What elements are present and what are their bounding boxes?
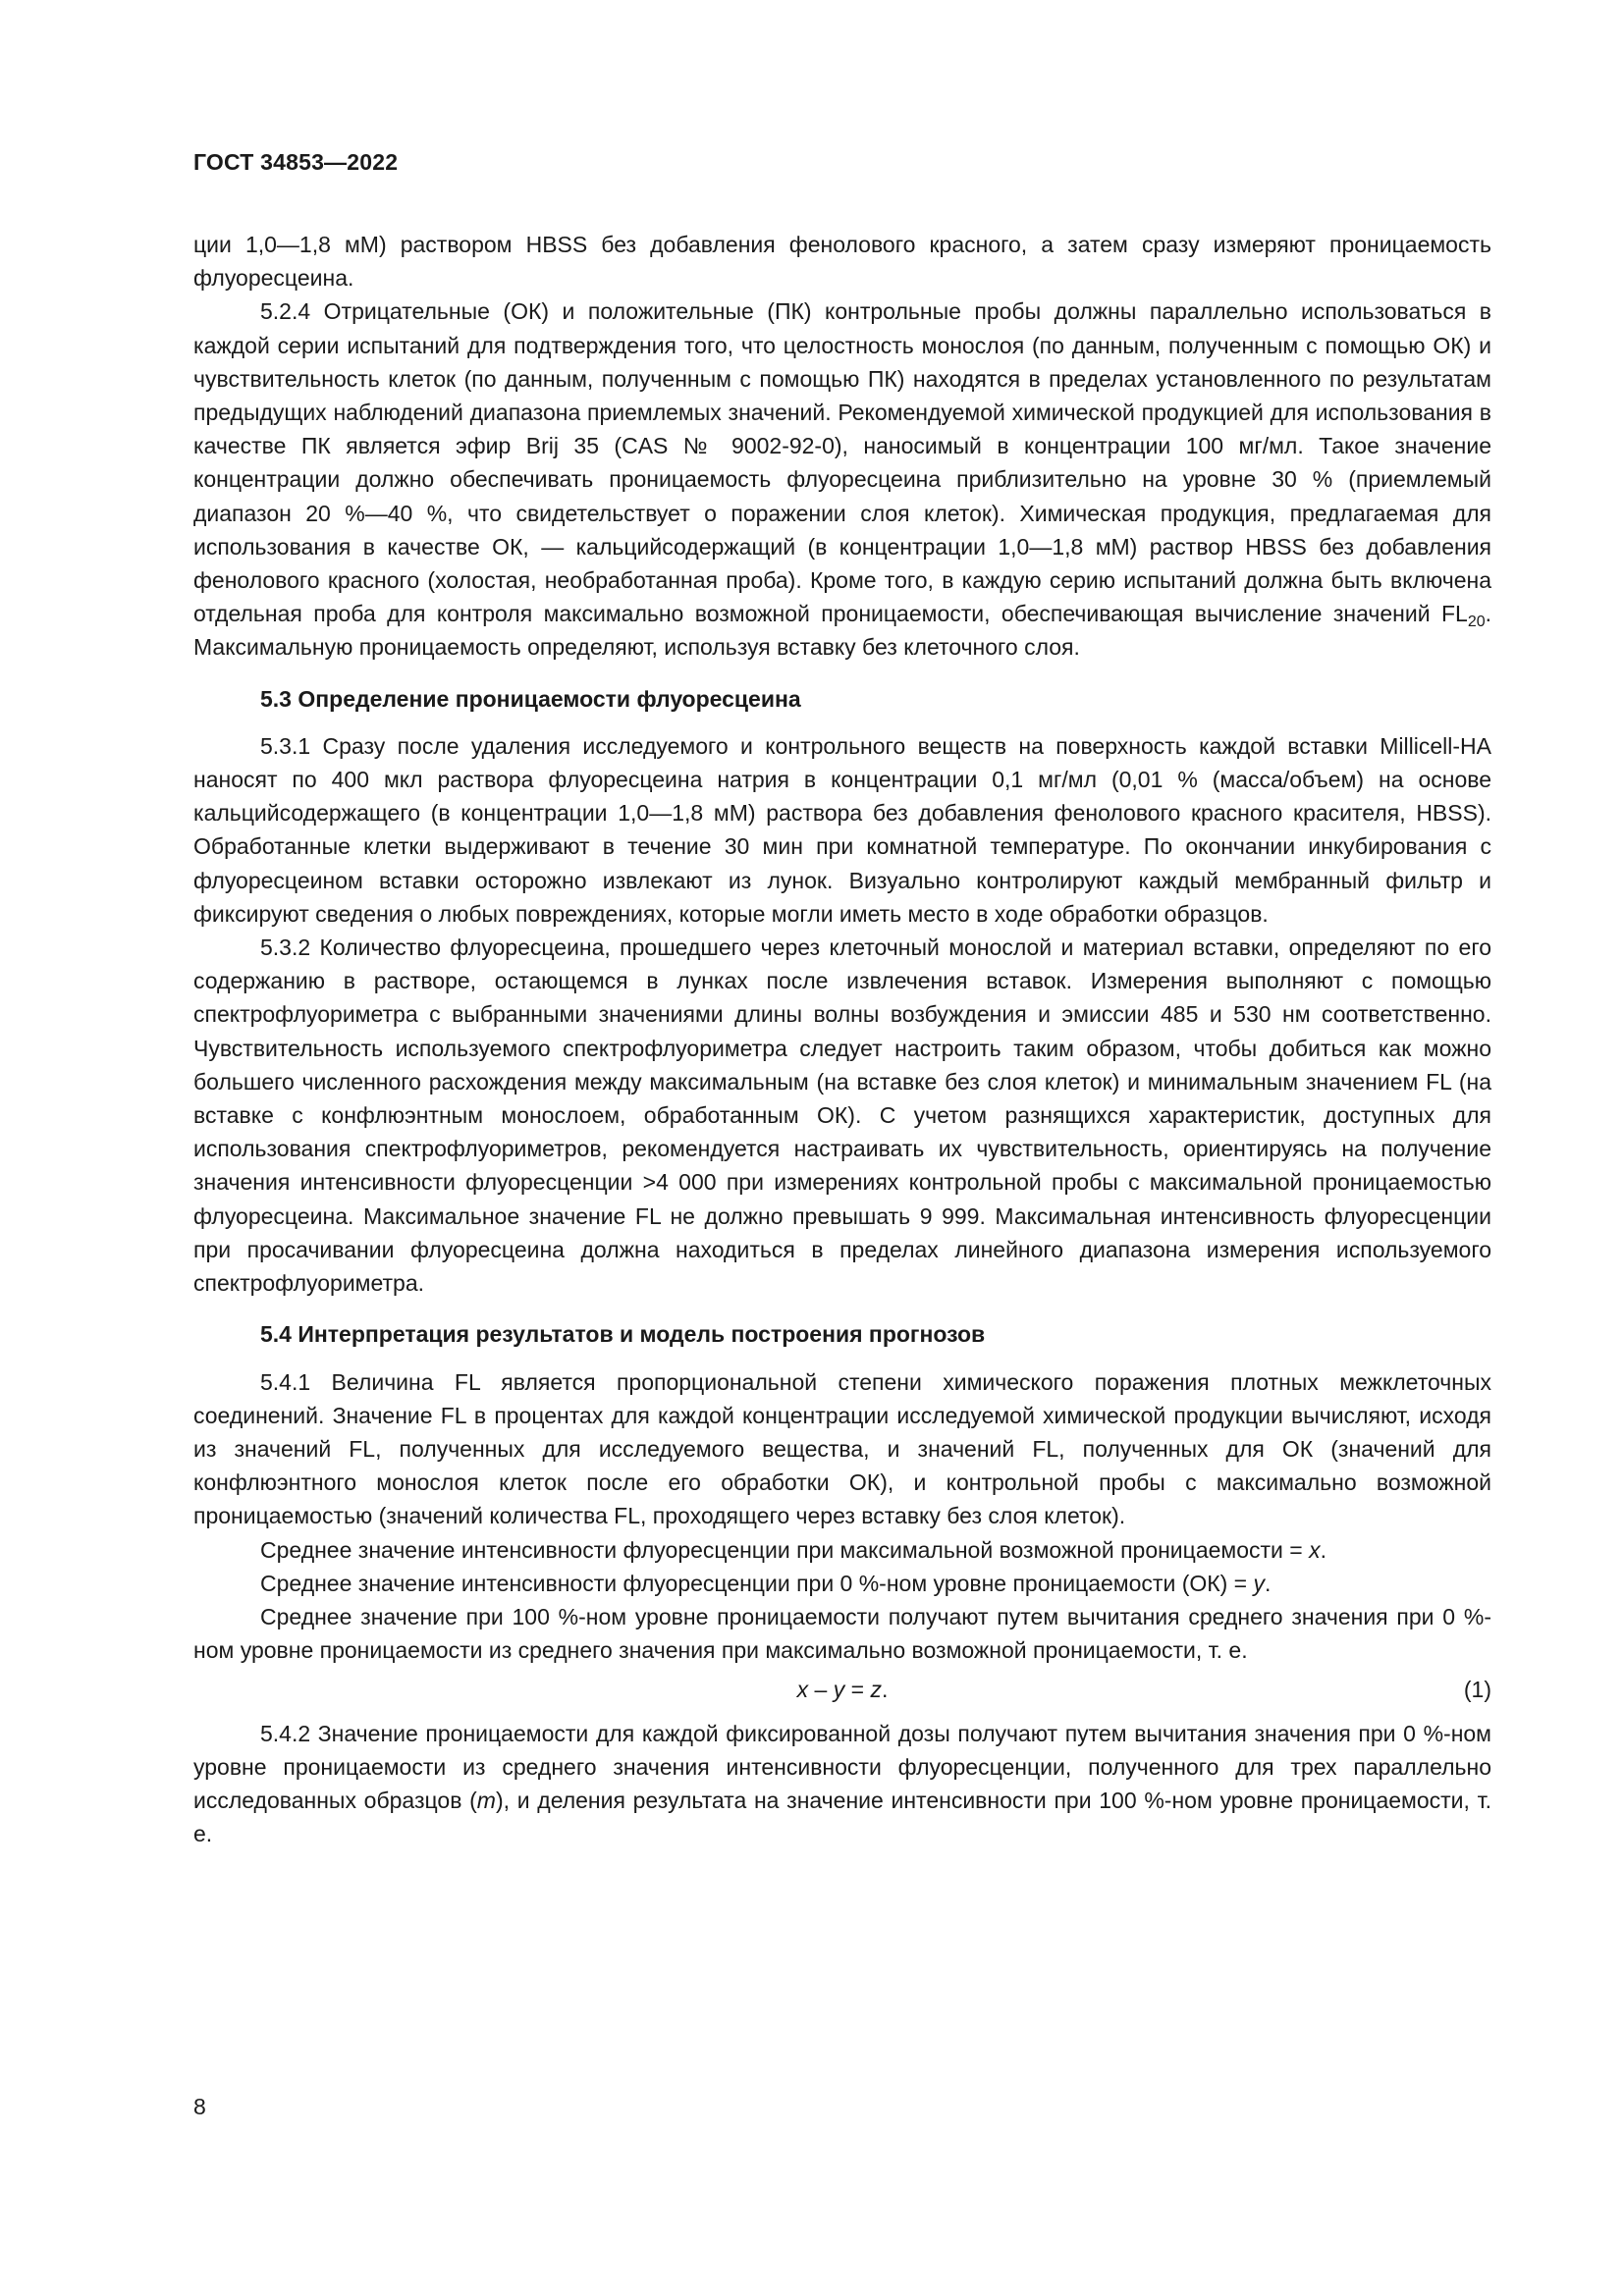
formula-var-y: y [833, 1677, 845, 1703]
formula-dot: . [881, 1677, 889, 1703]
formula-minus: – [808, 1677, 834, 1703]
paragraph-mean-max-text: Среднее значение интенсивности флуоресценции при максимальной возможной проницаемости = [260, 1536, 1310, 1563]
variable-x: x [1309, 1536, 1321, 1563]
document-header: ГОСТ 34853—2022 [193, 149, 399, 175]
formula-equals: = [844, 1677, 871, 1703]
paragraph-5-4-2-text: 5.4.2 Значение проницаемости для каждой фиксированной дозы получают путем вычитания значения при 0 %-ном уровне проницаемости из среднего значения интенсивности флуоресценции, полученного для трех параллельно исследованных образцов ( [193, 1720, 1491, 1813]
paragraph-mean-zero-text: Среднее значение интенсивности флуоресценции при 0 %-ном уровне проницаемости (ОК) = [260, 1570, 1254, 1596]
paragraph-5-2-4-text: 5.2.4 Отрицательные (ОК) и положительные (ПК) контрольные пробы должны параллельно использоваться в каждой серии испытаний для подтверждения того, что целостность монослоя (по данным, полученным с помощью ОК) и чувствительность клеток (по данным, полученным с помощью ПК) находятся в пределах установленного по результатам предыдущих наблюдений диапазона приемлемых значений. Рекомендуемой химической продукцией для использования в качестве ПК является эфир Brij 35 (CAS № 9002-92-0), наносимый в концентрации 100 мг/мл. Такое значение концентрации должно обеспечивать проницаемость флуоресцеина приблизительно на уровне 30 % (приемлемый диапазон 20 %—40 %, что свидетельствует о поражении слоя клеток). Химическая продукция, предлагаемая для использования в качестве ОК, — кальцийсодержащий (в концентрации 1,0—1,8 мМ) раствор HBSS без добавления фенолового красного (холостая, необработанная проба). Кроме того, в каждую серию испытаний должна быть включена отдельная проба для контроля максимально возможной проницаемости, обеспечивающая вычисление значений FL [193, 298, 1491, 627]
paragraph-5-4-1: 5.4.1 Величина FL является пропорциональной степени химического поражения плотных межклеточных соединений. Значение FL в процентах для каждой концентрации исследуемой химической продукции вычисляют, исходя из значений FL, полученных для исследуемого вещества, и значений FL, полученных для ОК (значений для конфлюэнтного монослоя клеток после его обработки ОК), и контрольной пробы с максимально возможной проницаемостью (значений количества FL, проходящего через вставку без слоя клеток). [193, 1368, 1491, 1529]
formula-number: (1) [1463, 1677, 1491, 1703]
paragraph-5-2-4 [193, 294, 1491, 664]
variable-m: m [476, 1787, 496, 1813]
paragraph-mean-zero [193, 1567, 1491, 1600]
variable-y: y [1253, 1570, 1266, 1596]
paragraph-5-3-2: 5.3.2 Количество флуоресцеина, прошедшего через клеточный монослой и материал вставки, определяют по его содержанию в растворе, остающемся в лунках после извлечения вставок. Измерения выполняют с помощью спектрофлуориметра с выбранными значениями длины волны возбуждения и эмиссии 485 и 530 нм соответственно. Чувствительность используемого спектрофлуориметра следует настроить таким образом, чтобы добиться как можно большего численного расхождения между максимальным (на вставке без слоя клеток) и минимальным значением FL (на вставке с конфлюэнтным монослоем, обработанным ОК). С учетом разнящихся характеристик, доступных для использования спектрофлуориметров, рекомендуется настраивать их чувствительность, ориентируясь на получение значения интенсивности флуоресценции >4 000 при измерениях контрольной пробы с максимальной проницаемостью флуоресцеина. Максимальное значение FL не должно превышать 9 999. Максимальная интенсивность флуоресценции при просачивании флуоресцеина должна находиться в пределах линейного диапазона измерения используемого спектрофлуориметра. [193, 934, 1491, 1297]
paragraph-5-2-4-text-end: . Максимальную проницаемость определяют, используя вставку без клеточного слоя. [193, 601, 1491, 661]
paragraph-continuation: ции 1,0—1,8 мМ) раствором HBSS без добавления фенолового красного, а затем сразу измеряют проницаемость флуоресцеина. [193, 232, 1491, 292]
paragraph-5-3-1: 5.3.1 Сразу после удаления исследуемого и контрольного веществ на поверхность каждой вставки Millicell-HA наносят по 400 мкл раствора флуоресцеина натрия в концентрации 0,1 мг/мл (0,01 % (масса/объем) на основе кальцийсодержащего (в концентрации 1,0—1,8 мМ) раствора без добавления фенолового красного красителя, HBSS). Обработанные клетки выдерживают в течение 30 мин при комнатной температуре. По окончании инкубирования с флуоресцеином вставки осторожно извлекают из лунок. Визуально контролируют каждый мембранный фильтр и фиксируют сведения о любых повреждениях, которые могли иметь место в ходе обработки образцов. [193, 732, 1491, 927]
section-title-5-3: 5.3 Определение проницаемости флуоресцеина [260, 685, 801, 712]
formula-var-z: z [870, 1677, 882, 1703]
document-body [193, 228, 1491, 1850]
formula-1 [193, 1673, 1491, 1706]
fl-subscript: 20 [1467, 614, 1486, 631]
paragraph-mean-100: Среднее значение при 100 %-ном уровне проницаемости получают путем вычитания среднего значения при 0 %-ном уровне проницаемости из среднего значения при максимально возможной проницаемости, т. е. [193, 1603, 1491, 1664]
paragraph-mean-max [193, 1533, 1491, 1567]
paragraph-mean-zero-end: . [1265, 1570, 1272, 1596]
page-number: 8 [193, 2094, 206, 2119]
paragraph-5-4-2 [193, 1717, 1491, 1851]
section-title-5-4: 5.4 Интерпретация результатов и модель построения прогнозов [260, 1321, 986, 1348]
formula-var-x: x [796, 1677, 809, 1703]
paragraph-5-4-2-text-end: ), и деления результата на значение интенсивности при 100 %-ном уровне проницаемости, т. е. [193, 1787, 1491, 1847]
paragraph-mean-max-end: . [1320, 1536, 1326, 1563]
